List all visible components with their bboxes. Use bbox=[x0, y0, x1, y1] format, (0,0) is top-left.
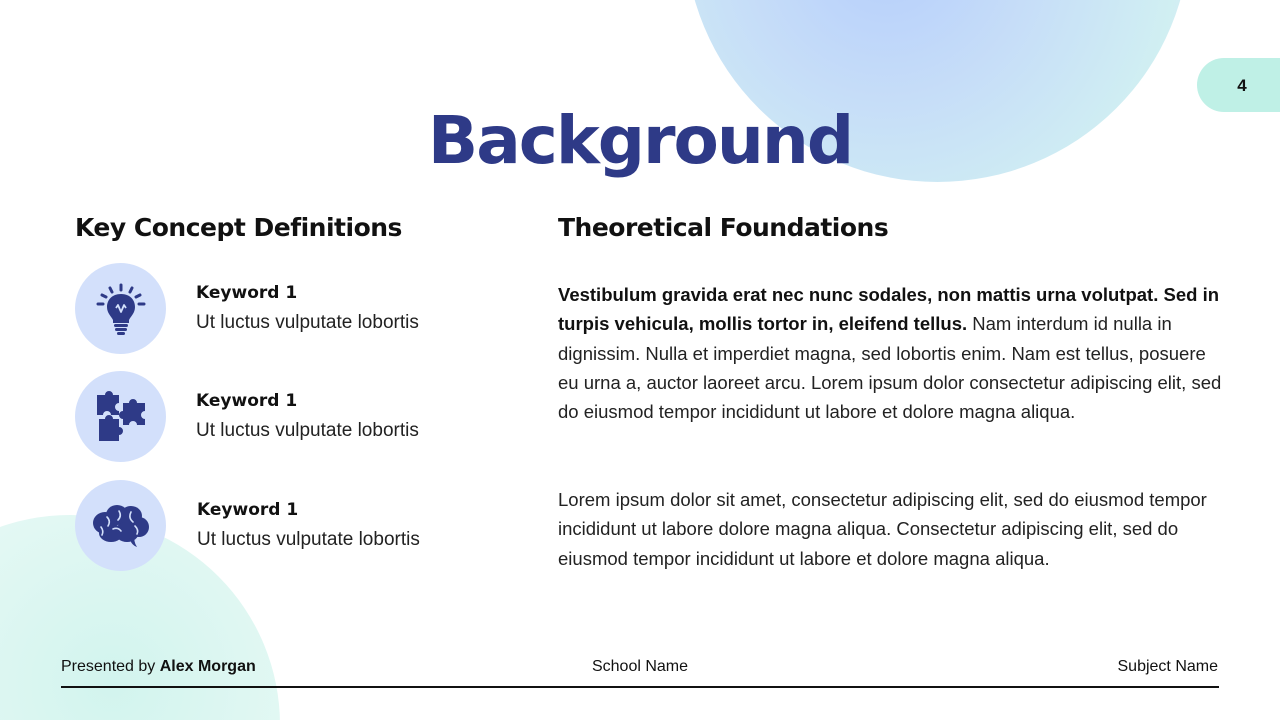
presenter-name: Alex Morgan bbox=[159, 658, 256, 675]
keyword-label: Keyword 1 bbox=[197, 500, 299, 520]
icon-circle bbox=[75, 371, 166, 462]
concept-item bbox=[75, 371, 495, 463]
keyword-description: Ut luctus vulputate lobortis bbox=[196, 420, 419, 441]
subject-name: Subject Name bbox=[1117, 658, 1218, 675]
lightbulb-icon bbox=[94, 282, 148, 336]
concept-item bbox=[75, 263, 495, 355]
foundations-paragraph-1 bbox=[558, 280, 1228, 426]
presented-by-label: Presented by bbox=[61, 658, 156, 675]
icon-circle bbox=[75, 480, 166, 571]
keyword-label: Keyword 1 bbox=[196, 391, 298, 411]
keyword-label: Keyword 1 bbox=[196, 283, 298, 303]
foundations-paragraph-2: Lorem ipsum dolor sit amet, consectetur adipiscing elit, sed do eiusmod tempor incididunt ut labore dolore magna aliqua. Consectetur adipiscing elit, sed do eiusmod tempor incididunt ut labore et dolore magna aliqua. bbox=[558, 489, 1207, 569]
concept-item bbox=[75, 480, 495, 572]
theoretical-foundations-heading: Theoretical Foundations bbox=[558, 213, 889, 242]
keyword-description: Ut luctus vulputate lobortis bbox=[197, 529, 420, 550]
key-concepts-heading: Key Concept Definitions bbox=[75, 213, 402, 242]
icon-circle bbox=[75, 263, 166, 354]
puzzle-icon bbox=[93, 389, 149, 445]
foundations-paragraph-1-text: Nam interdum id nulla in dignissim. Nulla et imperdiet magna, sed lobortis enim. Nam est tellus, posuere eu urna a, auctor laoreet arcu. Lorem ipsum dolor consectetur adipiscing elit, sed do eiusmod tempor incididunt ut labore et dolore magna aliqua. bbox=[558, 313, 1222, 423]
brain-icon bbox=[91, 503, 151, 549]
footer-divider bbox=[61, 686, 1219, 688]
keyword-description: Ut luctus vulputate lobortis bbox=[196, 312, 419, 333]
slide-title: Background bbox=[427, 102, 853, 179]
foundations-paragraph-1-bold: Vestibulum gravida erat nec nunc sodales, non mattis urna volutpat. Sed in turpis vehicula, mollis tortor in, eleifend tellus. bbox=[558, 284, 1220, 335]
page-number: 4 bbox=[1237, 76, 1247, 95]
school-name: School Name bbox=[591, 658, 689, 675]
presenter-credit bbox=[61, 658, 256, 676]
